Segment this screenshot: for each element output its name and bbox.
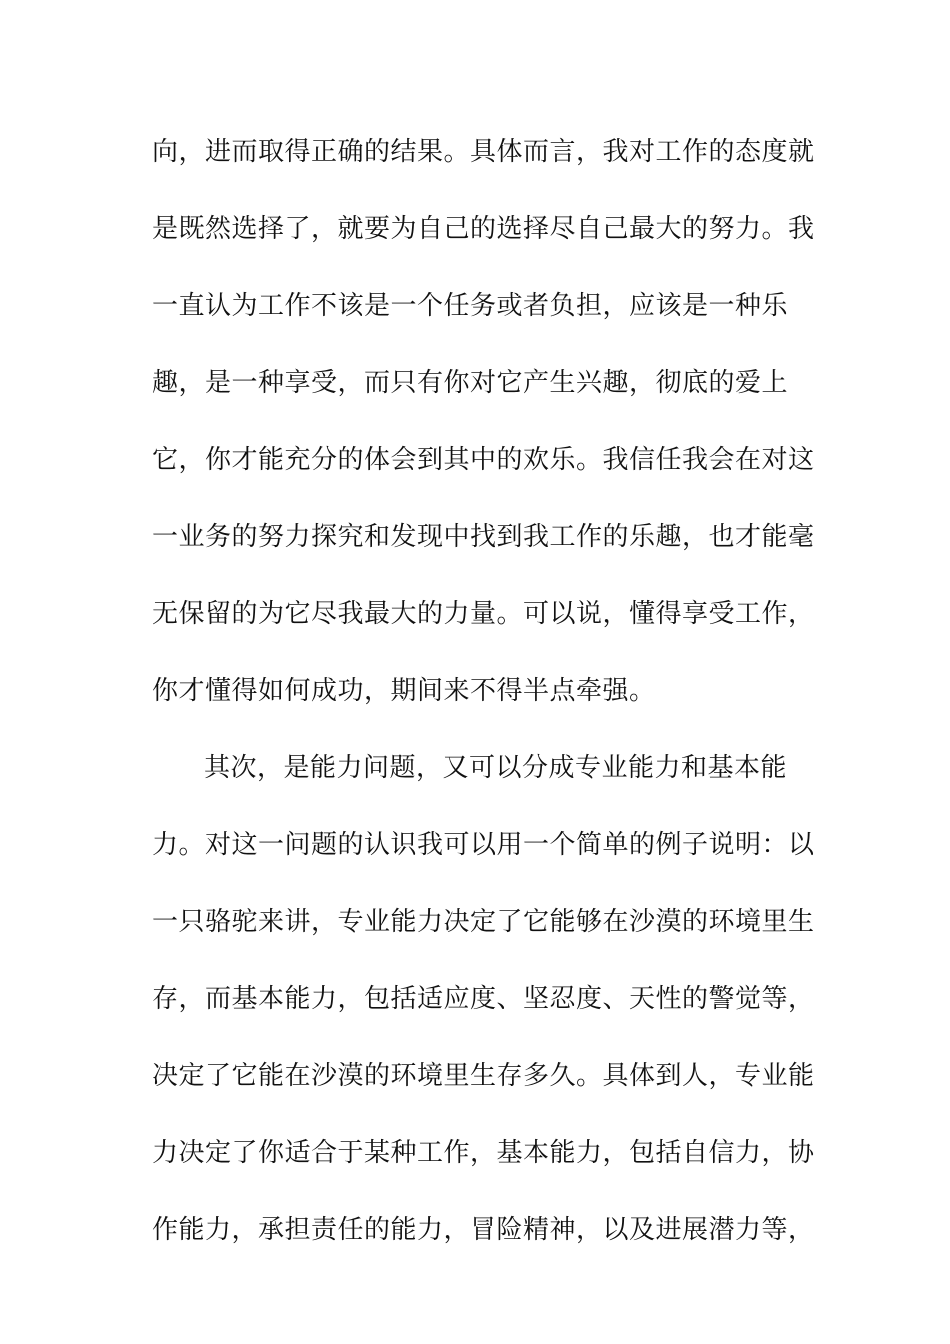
body-text: [152, 128, 815, 1283]
text-line: 无保留的为它尽我最大的力量。可以说，懂得享受工作，: [152, 599, 815, 629]
paragraph-start-line: 其次，是能力问题，又可以分成专业能力和基本能: [204, 753, 788, 783]
text-line: 它，你才能充分的体会到其中的欢乐。我信任我会在对这: [152, 445, 815, 475]
text-line: 向，进而取得正确的结果。具体而言，我对工作的态度就: [152, 137, 815, 167]
text-line: 一业务的努力探究和发现中找到我工作的乐趣，也才能毫: [152, 522, 815, 552]
text-line: 力决定了你适合于某种工作，基本能力，包括自信力，协: [152, 1138, 815, 1168]
text-line: 趣，是一种享受，而只有你对它产生兴趣，彻底的爱上: [152, 368, 789, 398]
text-line: 存，而基本能力，包括适应度、坚忍度、天性的警觉等，: [152, 984, 815, 1014]
text-line: 是既然选择了，就要为自己的选择尽自己最大的努力。我: [152, 214, 815, 244]
text-line: 一只骆驼来讲，专业能力决定了它能够在沙漠的环境里生: [152, 907, 815, 937]
text-line: 作能力，承担责任的能力，冒险精神，以及进展潜力等，: [152, 1215, 815, 1245]
text-line: 一直认为工作不该是一个任务或者负担，应该是一种乐: [152, 291, 789, 321]
text-line: 决定了它能在沙漠的环境里生存多久。具体到人，专业能: [152, 1061, 815, 1091]
text-line: 你才懂得如何成功，期间来不得半点牵强。: [152, 676, 656, 706]
text-line: 力。对这一问题的认识我可以用一个简单的例子说明：以: [152, 830, 815, 860]
